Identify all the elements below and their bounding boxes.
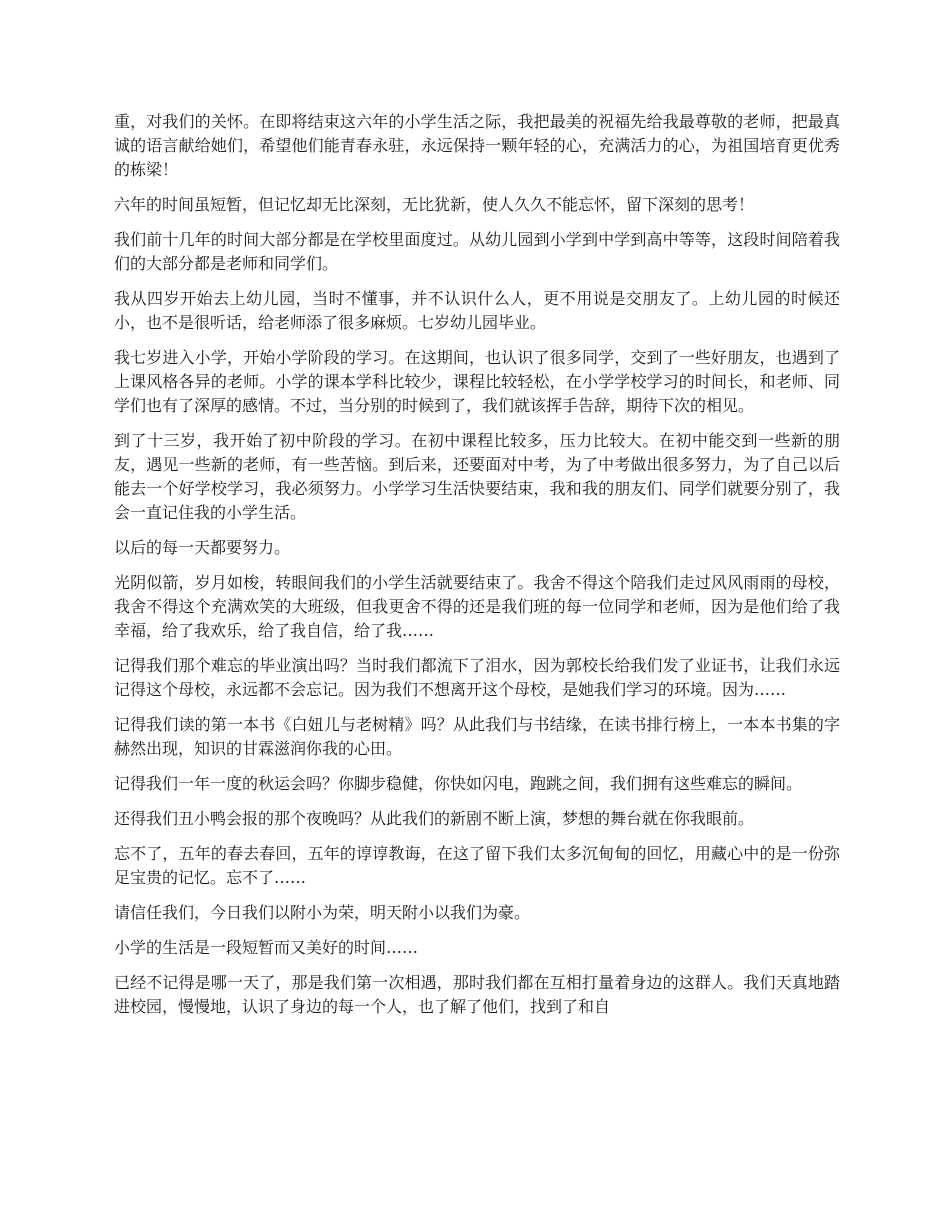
paragraph-8: 光阴似箭，岁月如梭，转眼间我们的小学生活就要结束了。我舍不得这个陪我们走过风风雨雨的母校，我舍不得这个充满欢笑的大班级，但我更舍不得的还是我们班的每一位同学和老师，因为是他们给了我幸福，给了我欢乐，给了我自信，给了我…… (114, 573, 840, 640)
document-body (114, 110, 840, 1030)
paragraph-3: 我们前十几年的时间大部分都是在学校里面度过。从幼儿园到小学到中学到高中等等，这段时间陪着我们的大部分都是老师和同学们。 (114, 230, 840, 273)
paragraph-15: 小学的生活是一段短暂而又美好的时间…… (114, 938, 419, 957)
paragraph-1: 重，对我们的关怀。在即将结束这六年的小学生活之际，我把最美的祝福先给我最尊敬的老师，把最真诚的语言献给她们，希望他们能青春永驻，永远保持一颗年轻的心，充满活力的心，为祖国培育更优秀的栋梁！ (114, 112, 840, 179)
paragraph-2: 六年的时间虽短暂，但记忆却无比深刻，无比犹新，使人久久不能忘怀，留下深刻的思考！ (114, 195, 755, 214)
paragraph-14: 请信任我们，今日我们以附小为荣，明天附小以我们为豪。 (114, 903, 531, 922)
paragraph-10: 记得我们读的第一本书《白妞儿与老树精》吗？从此我们与书结缘，在读书排行榜上，一本本书集的字赫然出现，知识的甘霖滋润你我的心田。 (114, 715, 840, 758)
paragraph-6: 到了十三岁，我开始了初中阶段的学习。在初中课程比较多，压力比较大。在初中能交到一些新的朋友，遇见一些新的老师，有一些苦恼。到后来，还要面对中考，为了中考做出很多努力，为了自己以后能去一个好学校学习，我必须努力。小学学习生活快要结束，我和我的朋友们、同学们就要分别了，我会一直记住我的小学生活。 (114, 431, 840, 522)
paragraph-13: 忘不了，五年的春去春回，五年的谆谆教诲，在这了留下我们太多沉甸甸的回忆，用藏心中的是一份弥足宝贵的记忆。忘不了…… (114, 844, 840, 887)
paragraph-9: 记得我们那个难忘的毕业演出吗？当时我们都流下了泪水，因为郭校长给我们发了业证书，让我们永远记得这个母校，永远都不会忘记。因为我们不想离开这个母校，是她我们学习的环境。因为…… (114, 656, 840, 699)
paragraph-4: 我从四岁开始去上幼儿园，当时不懂事，并不认识什么人，更不用说是交朋友了。上幼儿园的时候还小，也不是很听话，给老师添了很多麻烦。七岁幼儿园毕业。 (114, 289, 840, 332)
paragraph-12: 还得我们丑小鸭会报的那个夜晚吗？从此我们的新剧不断上演，梦想的舞台就在你我眼前。 (114, 809, 755, 828)
paragraph-11: 记得我们一年一度的秋运会吗？你脚步稳健，你快如闪电，跑跳之间，我们拥有这些难忘的瞬间。 (114, 774, 803, 793)
paragraph-16: 已经不记得是哪一天了，那是我们第一次相遇，那时我们都在互相打量着身边的这群人。我们天真地踏进校园，慢慢地，认识了身边的每一个人，也了解了他们，找到了和自 (114, 973, 840, 1016)
paragraph-5: 我七岁进入小学，开始小学阶段的学习。在这期间，也认识了很多同学，交到了一些好朋友，也遇到了上课风格各异的老师。小学的课本学科比较少，课程比较轻松，在小学学校学习的时间长，和老师、同学们也有了深厚的感情。不过，当分别的时候到了，我们就该挥手告辞，期待下次的相见。 (114, 348, 840, 415)
paragraph-7: 以后的每一天都要努力。 (114, 538, 291, 557)
